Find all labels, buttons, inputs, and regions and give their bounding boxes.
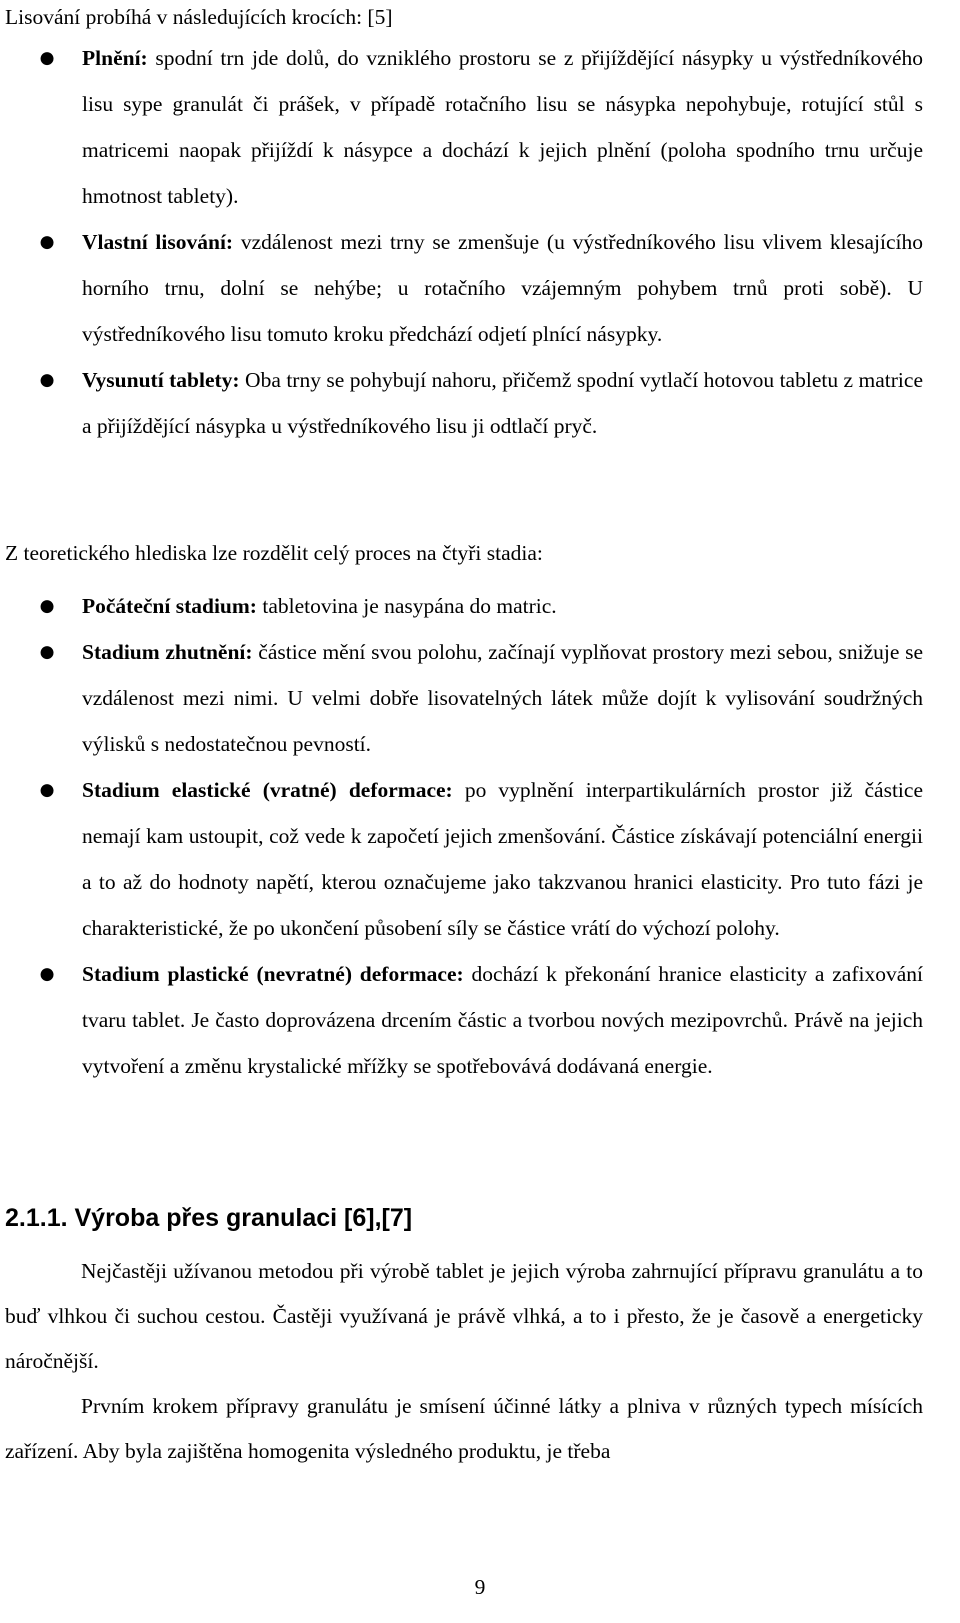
bullet-icon: ● <box>39 232 55 252</box>
step-term: Plnění: <box>82 46 148 70</box>
step-text: vzdálenost mezi trny se zmenšuje (u výstředníkového lisu vlivem klesajícího horního trnu, dolní se nehýbe; u rotačního vzájemným pohybem trnů proti sobě). U výstředníkového lisu tomuto kroku předchází odjetí plnící násypky. <box>82 230 923 346</box>
step-term: Vysunutí tablety: <box>82 368 240 392</box>
list-item <box>0 583 923 629</box>
pressing-steps-list <box>0 35 960 449</box>
body-paragraph: Nejčastěji užívanou metodou při výrobě tablet je jejich výroba zahrnující přípravu granulátu a to buď vlhkou či suchou cestou. Častěji využívaná je právě vlhká, a to i přesto, že je časově a energeticky náročnější. <box>5 1259 923 1373</box>
stage-term: Stadium elastické (vratné) deformace: <box>82 778 453 802</box>
list-item <box>0 629 923 767</box>
stage-term: Stadium plastické (nevratné) deformace: <box>82 962 464 986</box>
step-text: Oba trny se pohybují nahoru, přičemž spodní vytlačí hotovou tabletu z matrice a přijíždějící násypka u výstředníkového lisu ji odtlačí pryč. <box>82 368 923 438</box>
step-term: Vlastní lisování: <box>82 230 234 254</box>
stage-term: Stadium zhutnění: <box>82 640 253 664</box>
section-heading: 2.1.1. Výroba přes granulaci [6],[7] <box>5 1204 413 1232</box>
bullet-icon: ● <box>39 964 55 984</box>
list-item <box>0 35 923 219</box>
stage-text: dochází k překonání hranice elasticity a zafixování tvaru tablet. Je často doprovázena drcením částic a tvorbou nových mezipovrchů. Právě na jejich vytvoření a změnu krystalické mřížky se spotřebovává dodávaná energie. <box>82 962 923 1078</box>
page-number: 9 <box>474 1575 486 1599</box>
stages-list <box>0 583 960 1089</box>
stage-text: po vyplnění interpartikulárních prostor již částice nemají kam ustoupit, což vede k započetí jejich zmenšování. Částice získávají potenciální energii a to až do hodnoty napětí, kterou označujeme jako takzvanou hranici elasticity. Pro tuto fázi je charakteristické, že po ukončení působení síly se částice vrátí do výchozí polohy. <box>82 778 923 940</box>
bullet-icon: ● <box>39 596 55 616</box>
bullet-icon: ● <box>39 370 55 390</box>
stage-term: Počáteční stadium: <box>82 594 257 618</box>
intro-text: Lisování probíhá v následujících krocích: [5] <box>5 5 393 29</box>
bullet-icon: ● <box>39 48 55 68</box>
list-item <box>0 951 923 1089</box>
list-item <box>0 767 923 951</box>
bullet-icon: ● <box>39 780 55 800</box>
stage-text: částice mění svou polohu, začínají vyplňovat prostory mezi sebou, snižuje se vzdálenost mezi nimi. U velmi dobře lisovatelných látek může dojít k vylisování soudržných výlisků s nedostatečnou pevností. <box>82 640 924 756</box>
body-paragraph: Prvním krokem přípravy granulátu je smísení účinné látky a plniva v různých typech mísících zařízení. Aby byla zajištěna homogenita výsledného produktu, je třeba <box>5 1394 923 1463</box>
list-item <box>0 357 923 449</box>
list-item <box>0 219 923 357</box>
bullet-icon: ● <box>39 642 55 662</box>
theory-intro-text: Z teoretického hlediska lze rozdělit celý proces na čtyři stadia: <box>5 541 543 565</box>
step-text: spodní trn jde dolů, do vzniklého prostoru se z přijíždějící násypky u výstředníkového lisu sype granulát či prášek, v případě rotačního lisu se násypka nepohybuje, rotující stůl s matricemi naopak přijíždí k násypce a dochází k jejich plnění (poloha spodního trnu určuje hmotnost tablety). <box>82 46 923 208</box>
stage-text: tabletovina je nasypána do matric. <box>256 594 557 618</box>
